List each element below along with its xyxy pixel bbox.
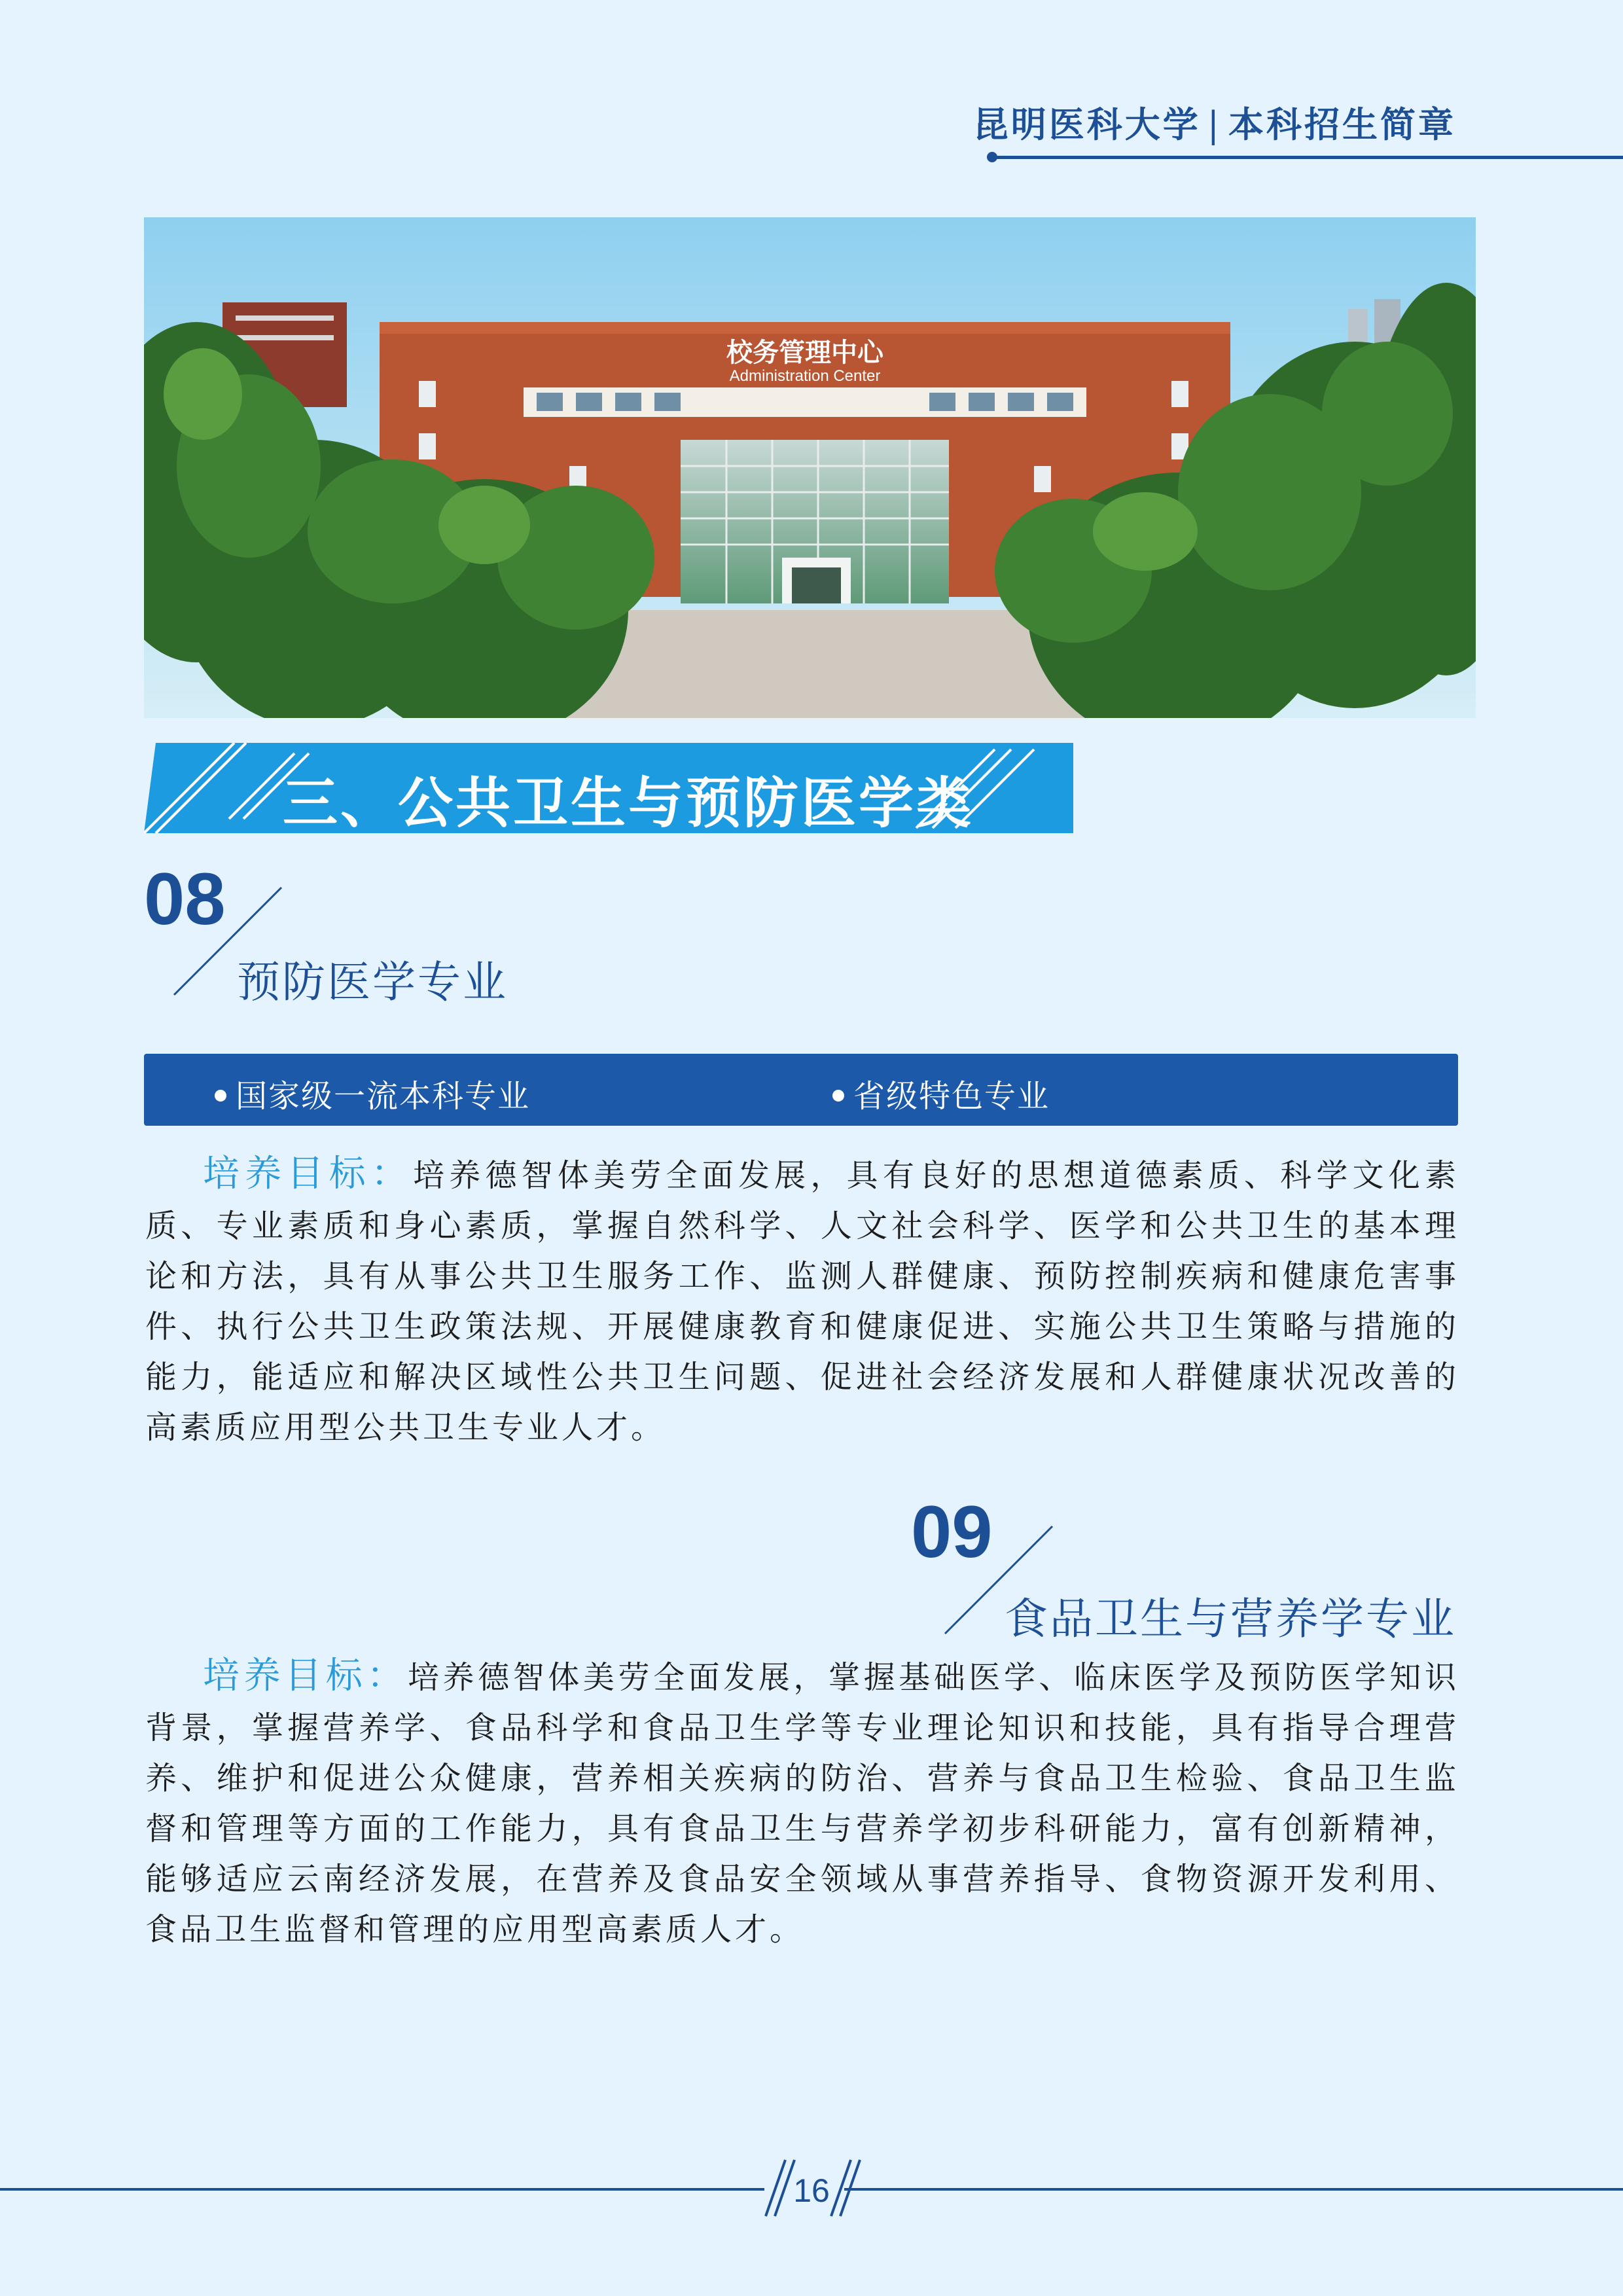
feature-label: 省级特色专业 bbox=[853, 1078, 1050, 1115]
major-name-08: 预防医学专业 bbox=[237, 957, 508, 1007]
footer-rule-right bbox=[844, 2188, 1623, 2191]
feature-label: 国家级一流本科专业 bbox=[236, 1078, 531, 1115]
footer-rule-left bbox=[0, 2188, 764, 2191]
goal-text: 培养德智体美劳全面发展，掌握基础医学、临床医学及预防医学知识背景，掌握营养学、食品科学和食品卫生学等专业理论知识和技能，具有指导合理营养、维护和促进公众健康，营养相关疾病的防治、营养与食品卫生检验、食品卫生监督和管理等方面的工作能力，具有食品卫生与营养学初步科研能力，富有创新精神，能够适应云南经济发展，在营养及食品安全领域从事营养指导、食物资源开发利用、食品卫生监督和管理的应用型高素质人才。 bbox=[145, 1659, 1460, 1948]
feature-item bbox=[215, 1071, 530, 1116]
major-number-09: 09 bbox=[911, 1491, 993, 1573]
goal-label: 培养目标： bbox=[203, 1655, 408, 1697]
campus-photo bbox=[144, 217, 1476, 718]
section-title: 三、公共卫生与预防医学类 bbox=[282, 771, 974, 835]
page-number: 16 bbox=[793, 2172, 830, 2209]
header-rule bbox=[993, 156, 1623, 159]
header-title bbox=[973, 97, 1456, 147]
major-number-08: 08 bbox=[144, 858, 226, 940]
goal-label: 培养目标： bbox=[203, 1153, 414, 1195]
brochure-subtitle: 本科招生简章 bbox=[1228, 103, 1456, 145]
bullet-icon bbox=[215, 1090, 226, 1102]
university-name: 昆明医科大学 bbox=[972, 103, 1201, 145]
goal-paragraph-08 bbox=[145, 1149, 1459, 1453]
bullet-icon bbox=[832, 1090, 844, 1102]
header-separator: | bbox=[1207, 104, 1222, 145]
sign-en: Administration Center bbox=[729, 367, 881, 385]
major-name-09: 食品卫生与营养学专业 bbox=[1005, 1594, 1456, 1644]
feature-item bbox=[832, 1071, 1050, 1116]
goal-paragraph-09 bbox=[145, 1651, 1459, 1955]
sign-cn: 校务管理中心 bbox=[726, 338, 883, 368]
goal-text: 培养德智体美劳全面发展，具有良好的思想道德素质、科学文化素质、专业素质和身心素质，掌握自然科学、人文社会科学、医学和公共卫生的基本理论和方法，具有从事公共卫生服务工作、监测人群健康、预防控制疾病和健康危害事件、执行公共卫生政策法规、开展健康教育和健康促进、实施公共卫生策略与措施的能力，能适应和解决区域性公共卫生问题、促进社会经济发展和人群健康状况改善的高素质应用型公共卫生专业人才。 bbox=[145, 1157, 1459, 1446]
